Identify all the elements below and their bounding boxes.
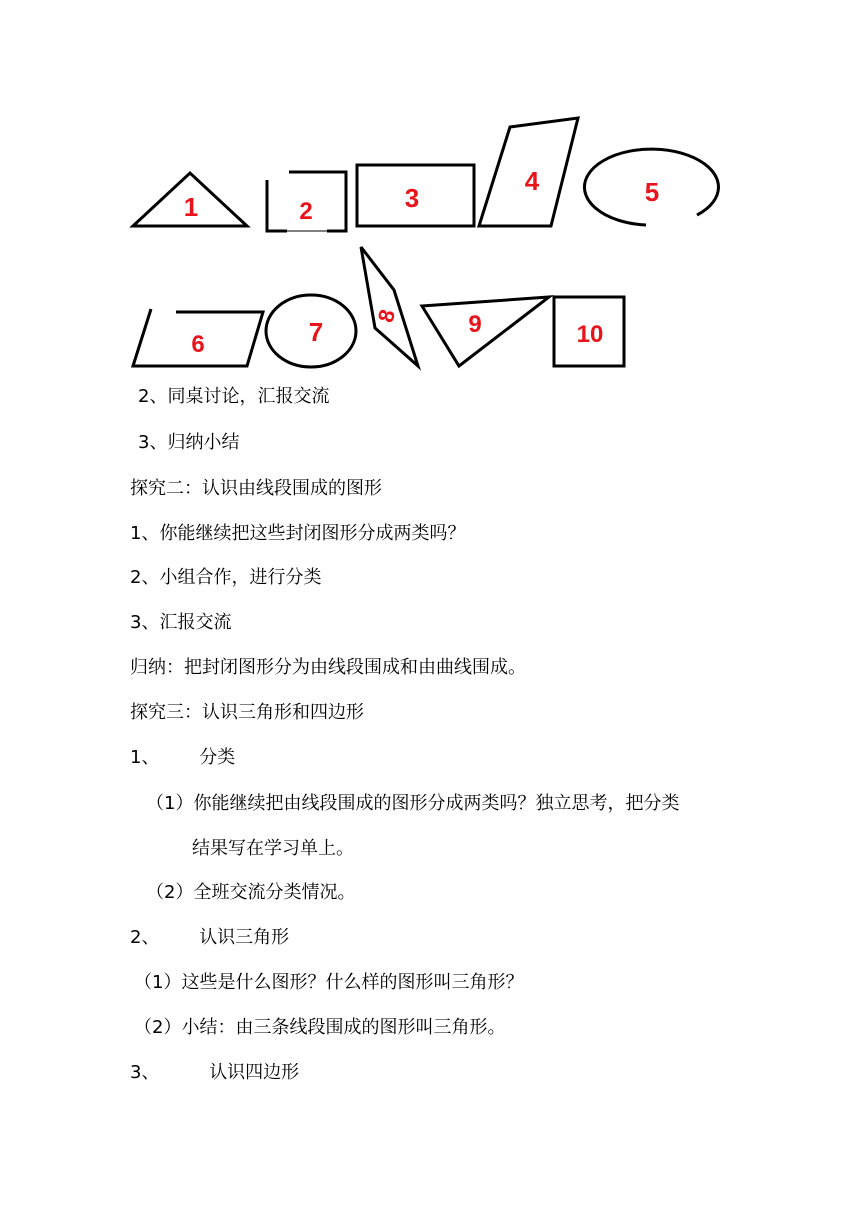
- text-line: （2）全班交流分类情况。: [146, 882, 356, 903]
- shape-number-10: 10: [576, 321, 604, 348]
- section-heading: 探究二：认识由线段围成的图形: [130, 478, 382, 499]
- text-line: 结果写在学习单上。: [192, 838, 354, 859]
- list-text: 认识三角形: [199, 927, 290, 948]
- shapes-figure: [0, 0, 860, 380]
- text-line: [130, 746, 235, 770]
- text-line: （2）小结：由三条线段围成的图形叫三角形。: [134, 1017, 506, 1038]
- shape-9-triangle: [422, 297, 549, 366]
- shape-number-2: 2: [299, 198, 313, 225]
- text-line: 3、归纳小结: [138, 432, 240, 453]
- text-line: （1）这些是什么图形？什么样的图形叫三角形？: [134, 972, 524, 993]
- shape-number-8: 8: [372, 306, 401, 326]
- shape-number-1: 1: [183, 192, 199, 222]
- text-line: （1）你能继续把由线段围成的图形分成两类吗？独立思考，把分类: [146, 793, 680, 814]
- section-heading: 探究三：认识三角形和四边形: [130, 702, 364, 723]
- shape-number-5: 5: [644, 177, 660, 207]
- summary-line: 归纳：把封闭图形分为由线段围成和由曲线围成。: [130, 657, 526, 678]
- text-line: 3、汇报交流: [130, 612, 232, 633]
- text-line: 2、同桌讨论，汇报交流: [138, 386, 330, 407]
- text-line: [130, 926, 289, 950]
- shape-number-4: 4: [524, 166, 540, 196]
- list-number: 3、: [130, 1062, 160, 1083]
- list-text: 认识四边形: [209, 1062, 300, 1083]
- shape-number-7: 7: [308, 317, 324, 347]
- shape-8-thin-parallelogram: [361, 247, 418, 366]
- text-line: 1、你能继续把这些封闭图形分成两类吗？: [130, 523, 466, 544]
- shape-number-9: 9: [468, 311, 482, 338]
- list-number: 1、: [130, 747, 160, 768]
- text-line: 2、小组合作，进行分类: [130, 567, 322, 588]
- text-line: [130, 1061, 299, 1085]
- shape-number-3: 3: [404, 183, 420, 213]
- shape-number-6: 6: [191, 331, 205, 358]
- list-text: 分类: [199, 747, 236, 768]
- list-number: 2、: [130, 927, 160, 948]
